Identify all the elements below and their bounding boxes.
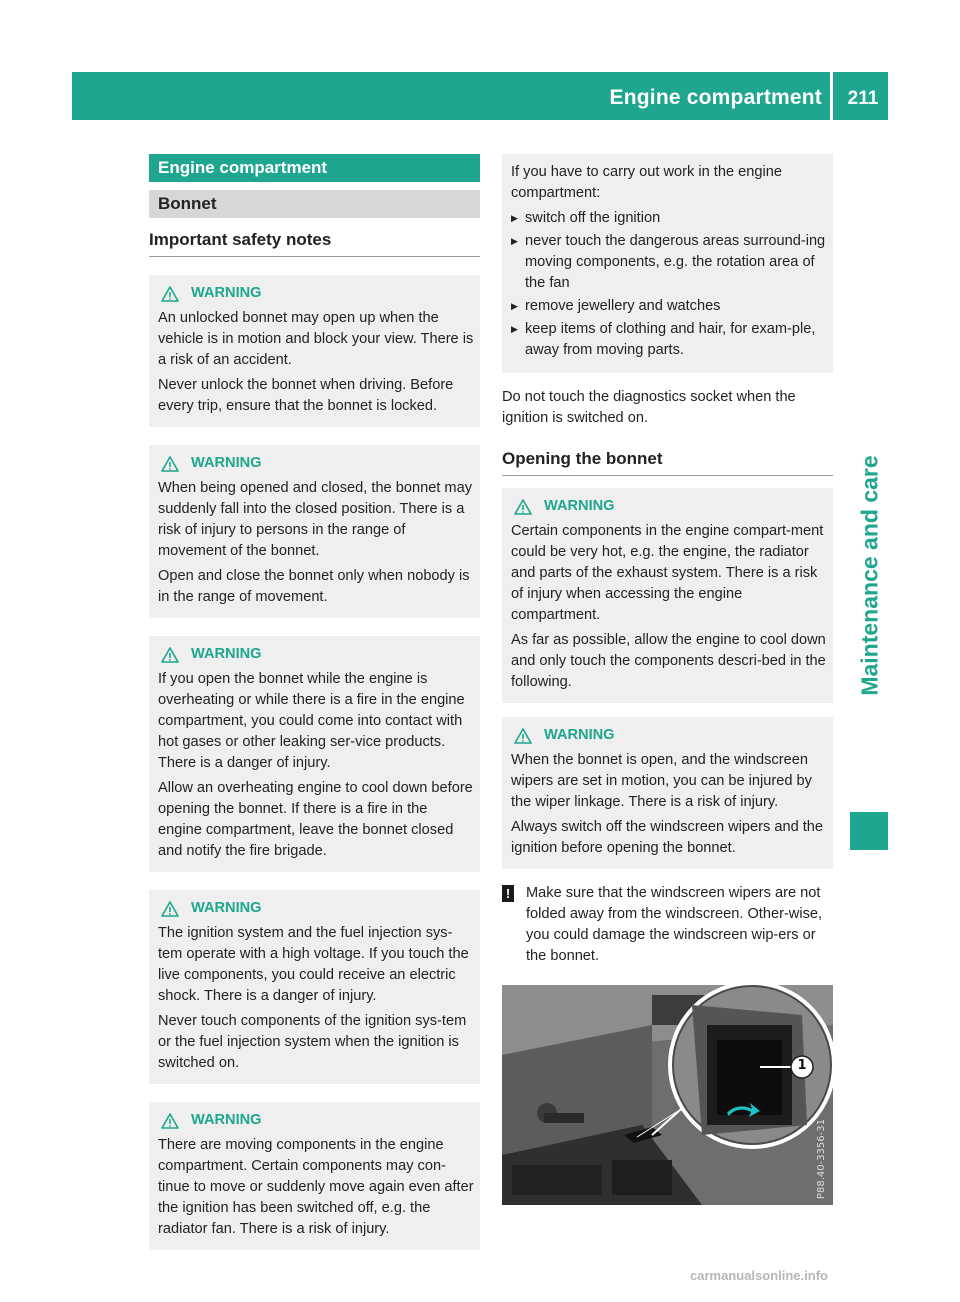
warning-label: WARNING — [191, 900, 262, 916]
warning-label: WARNING — [191, 285, 262, 301]
list-item: ▶ never touch the dangerous areas surround-ing moving components, e.g. the rotation area of the fan — [511, 231, 827, 294]
heading-opening-bonnet: Opening the bonnet — [502, 429, 833, 476]
heading-safety-notes: Important safety notes — [149, 218, 480, 257]
warning-triangle-icon — [161, 1113, 179, 1129]
section-title: Engine compartment — [149, 154, 480, 182]
caution-note — [502, 883, 833, 967]
warning-heading — [511, 496, 827, 517]
warning-text: Never touch components of the ignition sys-tem or the fuel injection system when the ignition is switched on. — [158, 1013, 467, 1071]
warning-text: Allow an overheating engine to cool down before opening the bonnet. If there is a fire in the engine compartment, leave the bonnet closed and notify the fire brigade. — [158, 780, 473, 859]
warning-heading — [158, 644, 474, 665]
warning-panel — [502, 488, 833, 703]
warning-heading — [158, 898, 474, 919]
warning-text: If you open the bonnet while the engine is overheating or while there is a fire in the engine compartment, you could come into contact with hot gases or other leaking ser-vice products. There is a danger of injury. — [158, 671, 465, 771]
precautions-lead: If you have to carry out work in the engine compartment: — [511, 164, 782, 201]
work-precautions-panel — [502, 154, 833, 373]
warning-panel — [149, 1102, 480, 1250]
bonnet-release-illustration — [502, 985, 833, 1205]
warning-panel — [149, 445, 480, 618]
caution-text: Make sure that the windscreen wipers are not folded away from the windscreen. Other-wise, you could damage the windscreen wip-ers or the bonnet. — [526, 885, 823, 964]
watermark: carmanualsonline.info — [690, 1268, 828, 1283]
warning-label: WARNING — [544, 498, 615, 514]
diagnostics-text: Do not touch the diagnostics socket when the ignition is switched on. — [502, 389, 796, 426]
exclamation-icon: ! — [502, 885, 514, 902]
warning-triangle-icon — [161, 647, 179, 663]
warning-heading — [158, 453, 474, 474]
warning-panel — [149, 890, 480, 1084]
header-divider — [830, 72, 833, 120]
page-number: 211 — [847, 88, 879, 109]
photo-reference-code: P88.40-3356-31 — [816, 1118, 827, 1199]
warning-triangle-icon — [161, 286, 179, 302]
left-column — [149, 154, 480, 1250]
photo-callout-number: 1 — [797, 1058, 807, 1073]
warning-label: WARNING — [191, 646, 262, 662]
warning-text: Certain components in the engine compart-ment could be very hot, e.g. the engine, the radiator and parts of the exhaust system. There is a risk of injury when accessing the engine compartment. — [511, 523, 824, 623]
side-tab — [850, 440, 890, 710]
warning-text: Never unlock the bonnet when driving. Before every trip, ensure that the bonnet is locked. — [158, 377, 454, 414]
bonnet-release-photo — [502, 985, 833, 1205]
warning-heading — [158, 1110, 474, 1131]
warning-text: Open and close the bonnet only when nobody is in the range of movement. — [158, 568, 470, 605]
side-tab-marker — [850, 812, 888, 850]
warning-text: Always switch off the windscreen wipers and the ignition before opening the bonnet. — [511, 819, 824, 856]
header-title: Engine compartment — [609, 86, 822, 109]
warning-heading — [511, 725, 827, 746]
warning-label: WARNING — [544, 727, 615, 743]
subsection-title: Bonnet — [149, 190, 480, 218]
warning-panel — [149, 636, 480, 872]
warning-text: When being opened and closed, the bonnet may suddenly fall into the closed position. There is a risk of injury to persons in the range of movement of the bonnet. — [158, 480, 472, 559]
warning-triangle-icon — [514, 728, 532, 744]
warning-panel — [149, 275, 480, 427]
warning-text: The ignition system and the fuel injection sys-tem operate with a high voltage. If you touch the live components, you could receive an electric shock. There is a danger of injury. — [158, 925, 469, 1004]
warning-label: WARNING — [191, 1112, 262, 1128]
warning-text: There are moving components in the engine compartment. Certain components may con-tinue to move or suddenly move again even after the ignition has been switched off, e.g. the radiator fan. There is a risk of injury. — [158, 1137, 474, 1237]
list-item: ▶ keep items of clothing and hair, for exam-ple, away from moving parts. — [511, 319, 827, 361]
warning-triangle-icon — [161, 901, 179, 917]
warning-label: WARNING — [191, 455, 262, 471]
list-item: ▶ switch off the ignition — [511, 208, 827, 229]
precautions-list — [511, 208, 827, 361]
side-tab-label: Maintenance and care — [856, 454, 883, 696]
warning-text: When the bonnet is open, and the windscreen wipers are set in motion, you can be injured by the wiper linkage. There is a risk of injury. — [511, 752, 812, 810]
warning-triangle-icon — [514, 499, 532, 515]
warning-panel — [502, 717, 833, 869]
list-item: ▶ remove jewellery and watches — [511, 296, 827, 317]
warning-text: An unlocked bonnet may open up when the vehicle is in motion and block your view. There is a risk of an accident. — [158, 310, 474, 368]
warning-heading — [158, 283, 474, 304]
warning-triangle-icon — [161, 456, 179, 472]
warning-text: As far as possible, allow the engine to cool down and only touch the components descri-bed in the following. — [511, 632, 826, 690]
right-column — [502, 154, 833, 1205]
